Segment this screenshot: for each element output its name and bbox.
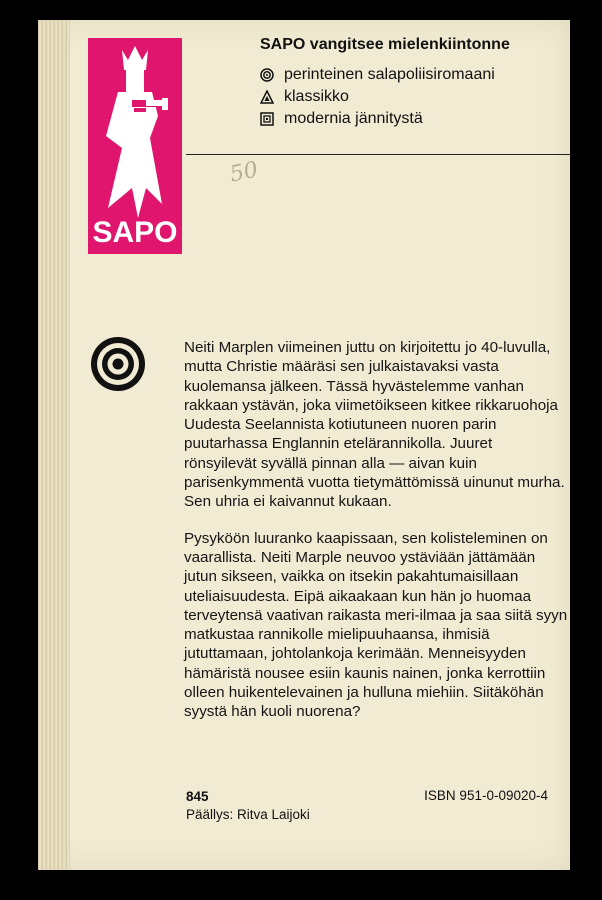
cover-credit: Päällys: Ritva Laijoki [186, 807, 310, 822]
series-number: 845 [186, 789, 209, 804]
legend-item-classic-detective [260, 64, 495, 86]
footer-info [186, 788, 310, 824]
legend-item-modern-thriller [260, 108, 495, 130]
concentric-circles-icon [260, 68, 274, 82]
isbn: ISBN 951-0-09020-4 [424, 788, 548, 803]
book-spine-edge [38, 20, 70, 870]
blurb-text [184, 338, 568, 739]
series-title: SAPO vangitsee mielenkiintonne [260, 36, 510, 53]
sapo-logo [88, 38, 182, 254]
logo-text: SAPO [92, 216, 178, 249]
header-divider [186, 154, 570, 155]
blurb-paragraph: Neiti Marplen viimeinen juttu on kirjoitettu jo 40-luvulla, mutta Christie määräsi sen julkaistavaksi vasta kuolemansa jälkeen. Tässä hyvästelemme vanhan rakkaan ystävän, joka viimetöikseen kitkee rikkaruohoja Uudesta Seelannista kotiutuneen nuoren parin puutarhassa Englannin etelärannikolla. Juuret rönsyilevät syvällä pinnan alla — aivan kuin parisenkymmentä vuotta tietymättömissä uinunut murha. Sen uhria ei kaivannut kukaan. [184, 339, 565, 511]
framed-square-icon [260, 112, 274, 126]
blurb-paragraph: Pysyköön luuranko kaapissaan, sen kolisteleminen on vaarallista. Neiti Marple neuvoo ystäviään jättämään jutun sikseen, vaikka on itsekin pakahtumaisillaan uteliaisuudesta. Eipä aikaakaan kun hän jo huomaa terveytensä vaativan raikasta meri-ilmaa ja saa siitä syyn matkustaa rannikolle mielipuuhaansa, ihmisiä jututtamaan, johtolankoja kerimään. Menneisyyden hämäristä nousee esiin kaunis nainen, jonka kerrottiin olleen huikentelevainen ja hulluna miehiin. Siitäköhän syystä hän kuoli nuorena? [184, 529, 568, 721]
legend-label: modernia jännitystä [284, 110, 423, 127]
back-cover [38, 20, 570, 870]
genre-legend [260, 64, 495, 130]
triangle-icon [260, 90, 274, 104]
legend-label: klassikko [284, 88, 349, 105]
handwritten-price-mark: 50 [227, 157, 261, 188]
legend-label: perinteinen salapoliisiromaani [284, 66, 495, 83]
legend-item-classic [260, 86, 495, 108]
target-icon [90, 336, 146, 392]
